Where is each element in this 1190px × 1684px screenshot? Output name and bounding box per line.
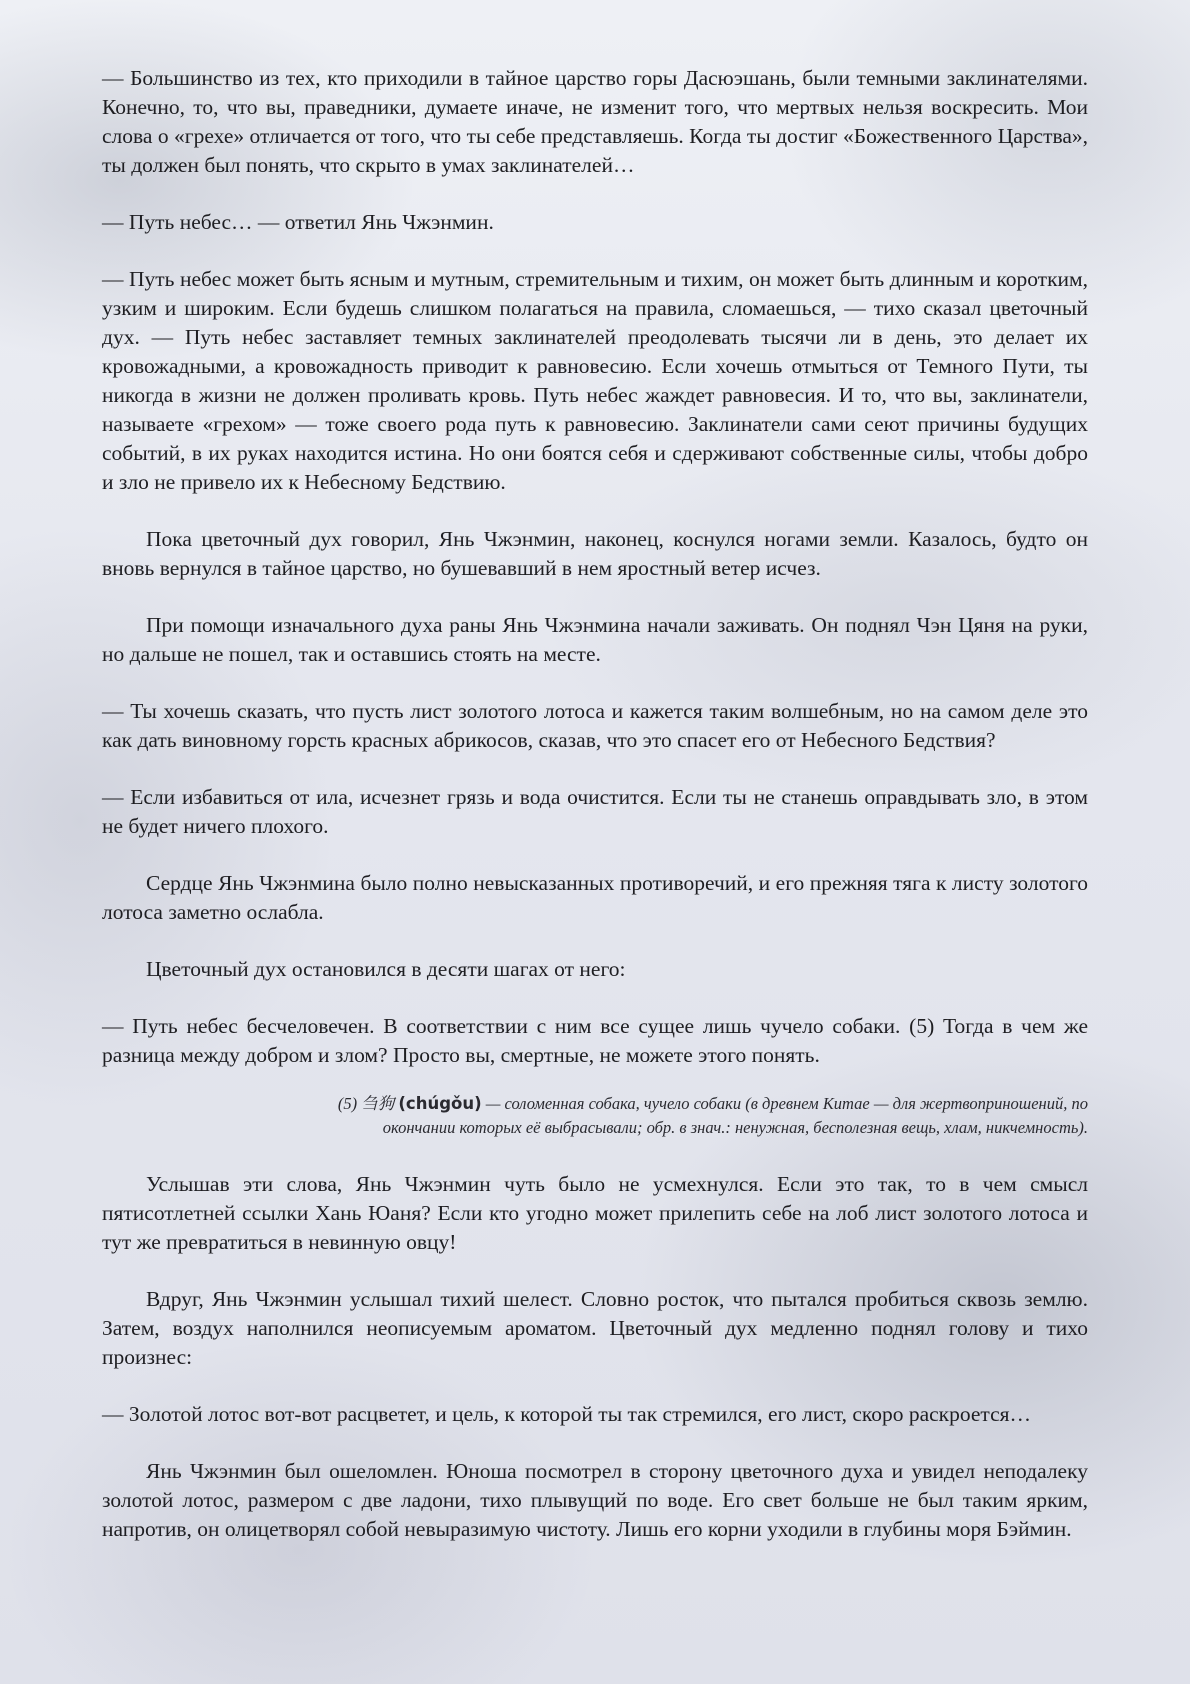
paragraph-apricots: — Ты хочешь сказать, что пусть лист золотого лотоса и кажется таким волшебным, но на самом деле это как дать виновному горсть красных абрикосов, сказав, что это спасет его от Небесного Бедствия? <box>102 699 1088 752</box>
footnote-definition-continued: окончании которых её выбрасывали; обр. в знач.: ненужная, бесполезная вещь, хлам, никчемность). <box>382 1118 1088 1137</box>
paragraph-heartless-heaven: — Путь небес бесчеловечен. В соответствии с ним все сущее лишь чучело собаки. (5) Тогда в чем же разница между добром и злом? Просто вы, смертные, не можете этого понять. <box>102 1014 1088 1067</box>
document-page <box>102 64 1088 1572</box>
paragraph-heart: Сердце Янь Чжэнмина было полно невысказанных противоречий, и его прежняя тяга к листу золотого лотоса заметно ослабла. <box>102 871 1088 924</box>
paragraph-touched-ground: Пока цветочный дух говорил, Янь Чжэнмин, наконец, коснулся ногами земли. Казалось, будто он вновь вернулся в тайное царство, но бушевавший в нем яростный ветер исчез. <box>102 527 1088 580</box>
paragraph-reply: — Путь небес… — ответил Янь Чжэнмин. <box>102 210 494 234</box>
paragraph-wounds-healing: При помощи изначального духа раны Янь Чжэнмина начали заживать. Он поднял Чэн Цяня на руки, но дальше не пошел, так и оставшись стоять на месте. <box>102 613 1088 666</box>
paragraph-rustle: Вдруг, Янь Чжэнмин услышал тихий шелест. Словно росток, что пытался пробиться сквозь землю. Затем, воздух наполнился неописуемым ароматом. Цветочный дух медленно поднял голову и тихо произнес: <box>102 1287 1088 1369</box>
footnote-marker: (5) <box>337 1094 358 1113</box>
footnote-5 <box>102 1092 1088 1140</box>
paragraph-silt: — Если избавиться от ила, исчезнет грязь и вода очистится. Если ты не станешь оправдывать зло, в этом не будет ничего плохого. <box>102 785 1088 838</box>
paragraph-path-of-heaven: — Путь небес может быть ясным и мутным, стремительным и тихим, он может быть длинным и коротким, узким и широким. Если будешь слишком полагаться на правила, сломаешься, — тихо сказал цветочный дух. — Путь небес заставляет темных заклинателей преодолевать тысячи ли в день, это делает их кровожадными, а кровожадность приводит к равновесию. Если хочешь отмыться от Темного Пути, ты никогда в жизни не должен проливать кровь. Путь небес жаждет равновесия. И то, что вы, заклинатели, называете «грехом» — тоже своего рода путь к равновесию. Заклинатели сами сеют причины будущих событий, в их руках находится истина. Но они боятся себя и сдерживают собственные силы, чтобы добро и зло не привело их к Небесному Бедствию. <box>102 267 1088 494</box>
paragraph-lotus-blooms: — Золотой лотос вот-вот расцветет, и цель, к которой ты так стремился, его лист, скоро раскроется… <box>102 1402 1032 1426</box>
paragraph-ten-steps: Цветочный дух остановился в десяти шагах от него: <box>146 957 626 981</box>
footnote-pinyin: (chúgǒu) <box>398 1094 482 1113</box>
footnote-definition: — соломенная собака, чучело собаки (в древнем Китае — для жертвоприношений, по <box>485 1094 1088 1113</box>
footnote-hanzi: 刍狗 <box>361 1094 395 1113</box>
paragraph-golden-lotus: Янь Чжэнмин был ошеломлен. Юноша посмотрел в сторону цветочного духа и увидел неподалеку золотой лотос, размером с две ладони, тихо плывущий по воде. Его свет больше не был таким ярким, напротив, он олицетворял собой невыразимую чистоту. Лишь его корни уходили в глубины моря Бэймин. <box>102 1459 1088 1541</box>
paragraph-dasyueshan: — Большинство из тех, кто приходили в тайное царство горы Дасюэшань, были темными заклинателями. Конечно, то, что вы, праведники, думаете иначе, не изменит того, что мертвых нельзя воскресить. Мои слова о «грехе» отличается от того, что ты себе представляешь. Когда ты достиг «Божественного Царства», ты должен был понять, что скрыто в умах заклинателей… <box>102 66 1088 177</box>
paragraph-exile: Услышав эти слова, Янь Чжэнмин чуть было не усмехнулся. Если это так, то в чем смысл пятисотлетней ссылки Хань Юаня? Если кто угодно может прилепить себе на лоб лист золотого лотоса и тут же превратиться в невинную овцу! <box>102 1172 1088 1254</box>
